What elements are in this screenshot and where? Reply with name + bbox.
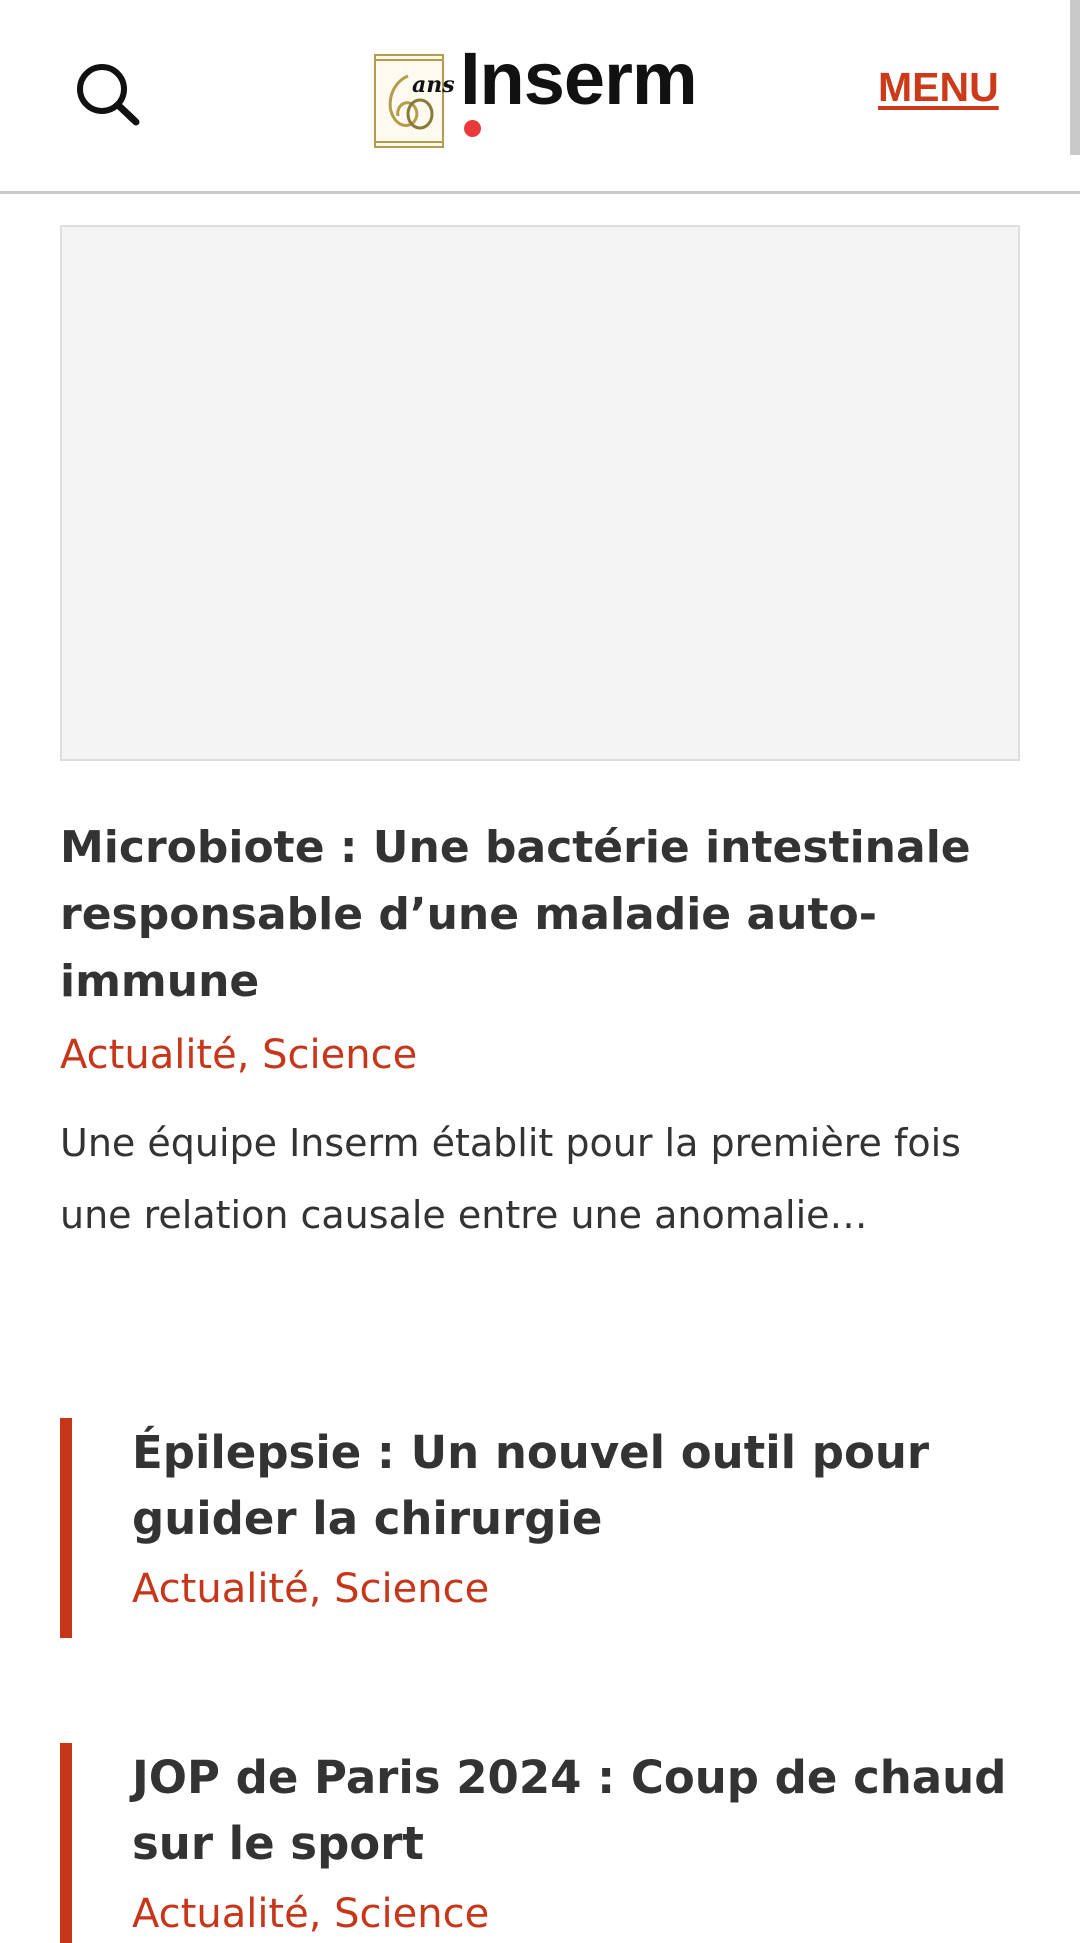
svg-text:ans: ans — [412, 72, 455, 98]
menu-button[interactable]: MENU — [878, 64, 999, 110]
article-title[interactable]: JOP de Paris 2024 : Coup de chaud sur le sport — [132, 1751, 1007, 1870]
featured-article-categories[interactable]: Actualité, Science — [60, 1032, 418, 1078]
search-button[interactable] — [72, 58, 148, 134]
site-header — [0, 0, 1080, 194]
logo-wordmark: Inserm — [460, 37, 697, 120]
featured-article-title[interactable]: Microbiote : Une bactérie intestinale responsable d’une maladie auto-immune — [60, 822, 971, 1007]
featured-article-excerpt: Une équipe Inserm établit pour la première fois une relation causale entre une anomalie… — [60, 1121, 961, 1237]
article-item[interactable] — [60, 1418, 1020, 1638]
article-categories[interactable]: Actualité, Science — [132, 1891, 490, 1937]
60-ans-badge-icon — [374, 54, 455, 148]
scrollbar[interactable] — [1070, 0, 1080, 155]
search-icon — [72, 58, 148, 134]
featured-image-placeholder[interactable] — [60, 225, 1020, 761]
logo-red-dot — [464, 120, 481, 137]
article-item[interactable] — [60, 1743, 1020, 1943]
inserm-logo[interactable] — [374, 37, 734, 154]
article-title[interactable]: Épilepsie : Un nouvel outil pour guider la chirurgie — [132, 1426, 930, 1545]
article-categories[interactable]: Actualité, Science — [132, 1566, 490, 1612]
